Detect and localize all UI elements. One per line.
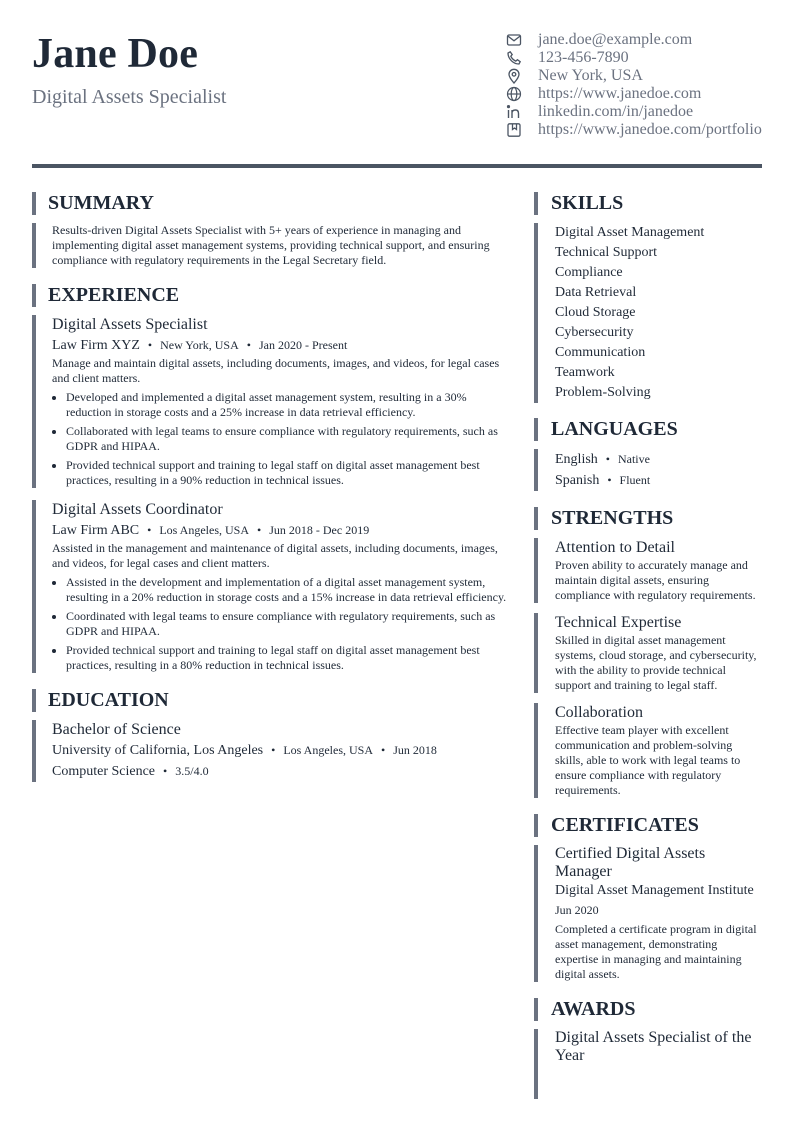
strengths-heading: STRENGTHS	[534, 507, 762, 530]
education-gpa: 3.5/4.0	[175, 764, 209, 778]
education-degree: Bachelor of Science	[52, 721, 181, 738]
language-name: Spanish	[555, 473, 600, 488]
skill-item: Cloud Storage	[555, 305, 636, 320]
strength-item	[534, 703, 762, 798]
contact-portfolio[interactable]	[505, 121, 762, 139]
achievement-item: • Coordinated with legal teams to ensure compliance with regulatory requirements, such as GDPR and HIPAA.	[66, 609, 510, 639]
certificate-text: Completed a certificate program in digital asset management, demonstrating expertise in managing and maintaining digital assets.	[555, 922, 757, 981]
skill-item: Compliance	[555, 265, 623, 280]
certificate-issuer: Digital Asset Management Institute	[555, 883, 754, 898]
header-divider	[32, 164, 762, 168]
skill-item: Communication	[555, 345, 646, 360]
strength-title: Collaboration	[555, 704, 643, 721]
job-location: Los Angeles, USA	[159, 523, 249, 537]
separator-dot: •	[381, 743, 386, 757]
education-field-row	[52, 761, 510, 782]
certificate-title: Certified Digital Assets Manager	[555, 845, 706, 880]
contact-phone[interactable]	[505, 49, 762, 67]
contact-location-text: New York, USA	[538, 67, 643, 84]
strength-item	[534, 613, 762, 693]
education-field: Computer Science	[52, 764, 156, 779]
resume-name: Jane Doe	[32, 31, 199, 77]
job-dates: Jan 2020 - Present	[258, 338, 348, 352]
globe-icon	[505, 85, 523, 103]
main-column	[32, 192, 510, 782]
award-title: Digital Assets Specialist of the Year	[555, 1029, 752, 1064]
strength-item	[534, 538, 762, 603]
strength-text: Skilled in digital asset management systems, cloud storage, and cybersecurity, with the ability to provide technical support and training to legal staff.	[555, 633, 757, 692]
job-title: Digital Assets Specialist	[52, 316, 208, 333]
contact-location	[505, 67, 762, 85]
certificate-date: Jun 2020	[555, 903, 599, 917]
job-meta	[52, 520, 510, 541]
education-date: Jun 2018	[393, 743, 437, 757]
experience-item	[32, 315, 510, 488]
separator-dot: •	[605, 452, 610, 466]
certificates-heading: CERTIFICATES	[534, 814, 762, 837]
separator-dot: •	[246, 338, 251, 352]
experience-item	[32, 500, 510, 673]
language-item	[555, 449, 762, 470]
skill-item: Data Retrieval	[555, 285, 637, 300]
contact-linkedin[interactable]	[505, 103, 762, 121]
summary-heading: SUMMARY	[32, 192, 510, 215]
language-item	[555, 470, 762, 491]
contact-website[interactable]	[505, 85, 762, 103]
languages-heading: LANGUAGES	[534, 418, 762, 441]
language-level: Native	[617, 452, 650, 466]
language-name: English	[555, 452, 598, 467]
education-location: Los Angeles, USA	[283, 743, 374, 757]
separator-dot: •	[147, 523, 152, 537]
skill-item: Problem-Solving	[555, 385, 651, 400]
achievement-item: • Collaborated with legal teams to ensure compliance with regulatory requirements, such as GDPR and HIPAA.	[66, 424, 510, 454]
education-heading: EDUCATION	[32, 689, 510, 712]
job-achievements	[52, 390, 510, 488]
education-school: University of California, Los Angeles	[52, 743, 264, 758]
experience-heading: EXPERIENCE	[32, 284, 510, 307]
skill-item: Digital Asset Management	[555, 225, 705, 240]
separator-dot: •	[607, 473, 612, 487]
strength-text: Proven ability to accurately manage and maintain digital assets, ensuring compliance with regulatory requirements.	[555, 558, 756, 602]
separator-dot: •	[257, 523, 262, 537]
job-dates: Jun 2018 - Dec 2019	[269, 523, 370, 537]
phone-icon	[505, 49, 523, 67]
skill-item: Cybersecurity	[555, 325, 634, 340]
mail-icon	[505, 31, 523, 49]
achievement-item: • Assisted in the development and implementation of a digital asset management system, resulting in a 20% reduction in storage costs and a 15% increase in data retrieval efficiency.	[66, 575, 510, 605]
awards-heading: AWARDS	[534, 998, 762, 1021]
contact-linkedin-text: linkedin.com/in/janedoe	[538, 103, 694, 120]
side-column	[534, 192, 762, 1099]
certificate-item	[534, 845, 762, 982]
job-meta	[52, 335, 510, 356]
resume-title: Digital Assets Specialist	[32, 86, 227, 108]
job-description: Assisted in the management and maintenance of digital assets, including documents, images, and videos, for legal cases and client matters.	[52, 541, 498, 570]
contact-portfolio-text: https://www.janedoe.com/portfolio	[538, 121, 762, 138]
job-title: Digital Assets Coordinator	[52, 501, 223, 518]
strength-title: Technical Expertise	[555, 614, 682, 631]
contact-phone-text: 123-456-7890	[538, 49, 629, 66]
job-company: Law Firm ABC	[52, 523, 140, 538]
achievement-item: • Provided technical support and training to legal staff on digital asset management best practices, resulting in a 80% reduction in technical issues.	[66, 643, 510, 673]
summary-text: Results-driven Digital Assets Specialist with 5+ years of experience in managing and implementing digital asset management systems, providing technical support, and ensuring compliance with regulatory requirements in the Legal Secretary field.	[52, 223, 490, 267]
achievement-item: • Provided technical support and training to legal staff on digital asset management best practices, resulting in a 90% reduction in technical issues.	[66, 458, 510, 488]
education-meta	[52, 740, 510, 761]
job-company: Law Firm XYZ	[52, 338, 140, 353]
linkedin-icon	[505, 103, 523, 121]
location-icon	[505, 67, 523, 85]
summary-section	[32, 223, 510, 268]
languages-list	[534, 449, 762, 491]
job-achievements	[52, 575, 510, 673]
contact-email[interactable]	[505, 31, 762, 49]
skills-heading: SKILLS	[534, 192, 762, 215]
job-description: Manage and maintain digital assets, including documents, images, and videos, for legal cases and client matters.	[52, 356, 500, 385]
skill-item: Technical Support	[555, 245, 658, 260]
skill-item: Teamwork	[555, 365, 615, 380]
strength-title: Attention to Detail	[555, 539, 675, 556]
contact-website-text: https://www.janedoe.com	[538, 85, 702, 102]
achievement-item: • Developed and implemented a digital asset management system, resulting in a 30% reduction in storage costs and a 25% increase in data retrieval efficiency.	[66, 390, 510, 420]
strength-text: Effective team player with excellent communication and problem-solving skills, able to work with legal teams to ensure compliance with regulatory requirements.	[555, 723, 741, 797]
portfolio-icon	[505, 121, 523, 139]
separator-dot: •	[271, 743, 276, 757]
skills-list	[534, 223, 762, 403]
contact-email-text: jane.doe@example.com	[538, 31, 693, 48]
job-location: New York, USA	[160, 338, 239, 352]
contact-list	[505, 31, 762, 139]
separator-dot: •	[163, 764, 168, 778]
separator-dot: •	[147, 338, 153, 352]
award-item	[534, 1029, 762, 1099]
language-level: Fluent	[619, 473, 651, 487]
education-item	[32, 720, 510, 782]
